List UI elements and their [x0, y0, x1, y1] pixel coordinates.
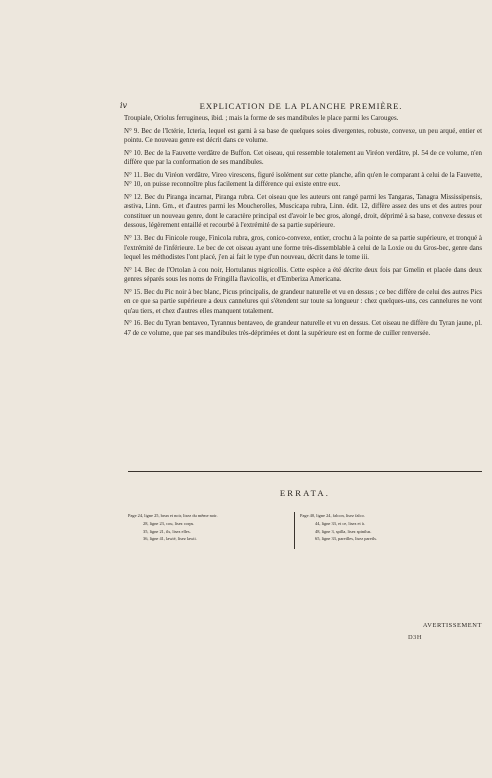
errata-left-column: [128, 512, 292, 543]
entry-text: Bec de l'Ortolan à cou noir, Hortulanus nigricollis. Cette espèce a été décrite deux fois par Gmelin et placée dans deux genres séparés sous les noms de Fringilla flavicollis, et d'Emberiza Americana.: [124, 266, 482, 284]
errata-row: Page 24, ligne 25, brun et noir, lisez du même noir.: [128, 513, 218, 518]
errata-column-divider: [294, 512, 295, 549]
plate-entry: [124, 234, 482, 263]
errata-title: ERRATA.: [279, 488, 331, 498]
catchword: AVERTISSEMENT: [422, 622, 482, 629]
errata-row: 36, ligne 41, lawië, lisez lawii.: [143, 536, 197, 542]
entry-text: Troupiale, Oriolus ferrugineus, ibid. ; mais la forme de ses mandibules le place parmi les Carouges.: [124, 115, 399, 122]
errata-right-column: [300, 512, 470, 543]
entry-number: N° 14.: [124, 266, 143, 274]
page-number: iv: [120, 101, 128, 110]
plate-entry: [124, 171, 482, 190]
page-title: EXPLICATION DE LA PLANCHE PREMIÈRE.: [199, 101, 403, 111]
errata-row: 28, ligne 23, cou, lisez corps.: [143, 520, 195, 526]
plate-entry: [124, 319, 482, 338]
entry-number: N° 11.: [124, 171, 142, 179]
errata-row: 44, ligne 33, et ce, lisez et à.: [315, 520, 365, 526]
page-header: [120, 101, 482, 113]
plate-entry: [124, 288, 482, 317]
entry-number: N° 13.: [124, 235, 143, 243]
plate-entry: [124, 193, 482, 231]
errata-row: 65, ligne 33, pareilles, lisez pareils.: [315, 536, 378, 542]
entry-number: N° 12.: [124, 193, 143, 201]
entry-number: N° 10.: [124, 149, 143, 157]
errata-row: 35, ligne 21, ils, lisez elles.: [143, 528, 191, 534]
entry-text: Bec du Tyran bentaveo, Tyrannus bentaveo, de grandeur naturelle et vu en dessus. Cet oiseau ne diffère du Tyran jaune, pl. 47 de ce volume, que par ses mandibules très-déprimées et dont la supérieure est en forme de cuiller renversée.: [124, 320, 482, 337]
plate-entry: [124, 266, 482, 285]
section-divider: [128, 471, 482, 472]
errata-table: [128, 512, 482, 552]
errata-row: 48, ligne 3, spilla, lisez spinilus.: [315, 528, 372, 534]
entry-text: Bec du Viréon verdâtre, Vireo virescens, figuré isolément sur cette planche, afin qu'en le comparant à celui de la Fauvette, N° 10, on puisse reconnoître plus facilement la différence qui existe entre eux.: [124, 171, 483, 189]
plate-explanation-body: [124, 114, 482, 341]
entry-text: Bec du Piranga incarnat, Piranga rubra. Cet oiseau que les auteurs ont rangé parmi les Tangaras, Tanagra Mississipensis, æstiva, Linn. Gm., et d'autres parmi les Moucherolles, Muscicapa rubra, Linn. édit. 12, diffère assez des uns et des autres pour constituer un nouveau genre, dont le caractère principal est d'avoir le bec gros, alongé, droit, déprimé à sa base, convexe dessus et dessous, légèrement entaillé et recourbé à l'extrémité de sa partie supérieure.: [124, 193, 482, 230]
entry-number: N° 16.: [124, 320, 143, 328]
entry-text: Bec du Pic noir à bec blanc, Picus principalis, de grandeur naturelle et vu en dessus ; ce bec diffère de celui des autres Pics en ce que sa partie supérieure a deux cannelures qui s'étendent sur toute sa longueur : chez quelques-uns, ces cannelures ne vont qu'au tiers, et chez d'autres elles manquent totalement.: [124, 288, 482, 315]
plate-entry: [124, 127, 482, 146]
plate-entry: [124, 149, 482, 168]
entry-number: N° 9.: [124, 127, 140, 135]
entry-number: N° 15.: [124, 288, 143, 296]
errata-row: Page 40, ligne 24, falcon, lisez falco.: [300, 513, 365, 518]
plate-entry: [124, 114, 482, 124]
entry-text: Bec de l'Ictérie, Icteria, lequel est garni à sa base de quelques soies divergentes, robuste, convexe, un peu arqué, entier et pointu. Ce nouveau genre est décrit dans ce volume.: [124, 127, 482, 145]
signature-mark: D3H: [408, 634, 422, 641]
entry-text: Bec du Finicole rouge, Finicola rubra, gros, conico-convexe, entier, crochu à la pointe de sa partie supérieure, et tronqué à l'extrémité de l'inférieure. Le bec de cet oiseau ayant une forme très-dissemblable à celui de la Loxie ou du Gros-bec, genre dans lequel les méthodistes l'ont placé, j'en ai fait le type d'un nouveau, décrit dans le tome iii.: [124, 235, 482, 262]
entry-text: Bec de la Fauvette verdâtre de Buffon. Cet oiseau, qui ressemble totalement au Viréon verdâtre, pl. 54 de ce volume, n'en diffère que par la conformation de ses mandibules.: [124, 149, 483, 167]
